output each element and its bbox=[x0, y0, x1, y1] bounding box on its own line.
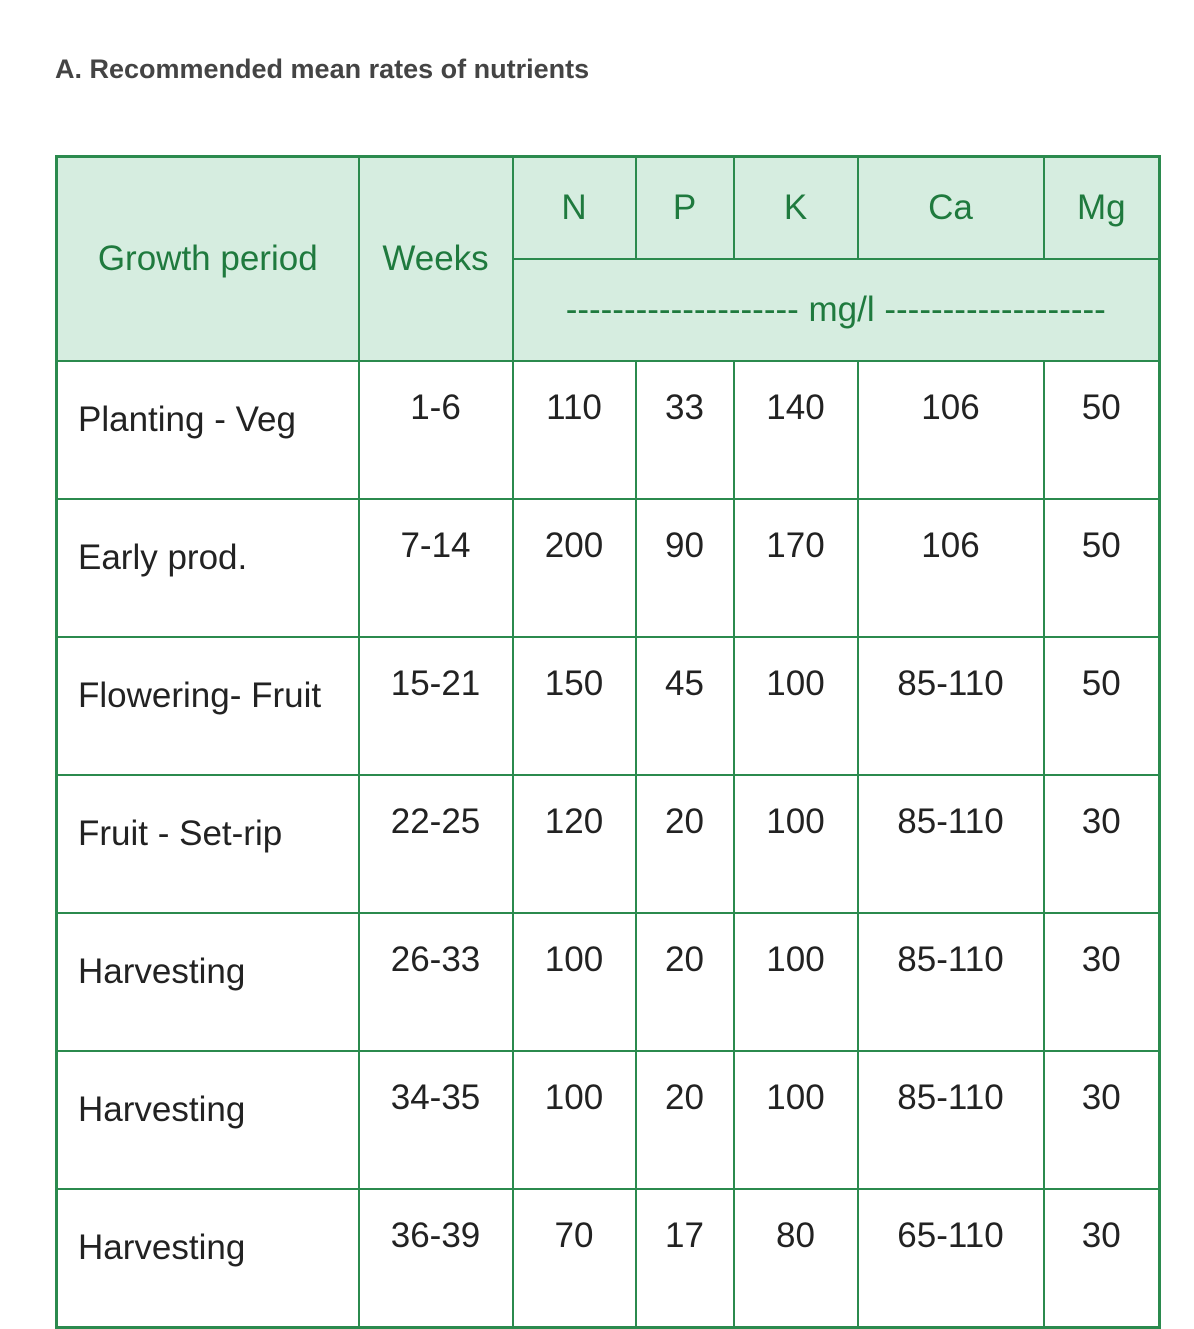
cell-mg: 30 bbox=[1044, 913, 1160, 1051]
cell-weeks: 26-33 bbox=[359, 913, 513, 1051]
cell-ca: 85-110 bbox=[858, 775, 1044, 913]
cell-mg: 50 bbox=[1044, 499, 1160, 637]
header-weeks: Weeks bbox=[359, 157, 513, 362]
cell-weeks: 1-6 bbox=[359, 361, 513, 499]
cell-p: 17 bbox=[636, 1189, 734, 1328]
table-body bbox=[57, 361, 1160, 1328]
page-title: A. Recommended mean rates of nutrients bbox=[55, 54, 590, 84]
cell-p: 45 bbox=[636, 637, 734, 775]
cell-growth-period: Harvesting bbox=[57, 1189, 359, 1328]
cell-k: 100 bbox=[734, 775, 858, 913]
cell-growth-period: Flowering- Fruit bbox=[57, 637, 359, 775]
cell-growth-period: Harvesting bbox=[57, 913, 359, 1051]
cell-mg: 30 bbox=[1044, 1189, 1160, 1328]
header-growth-period: Growth period bbox=[57, 157, 359, 362]
cell-n: 70 bbox=[513, 1189, 636, 1328]
cell-weeks: 15-21 bbox=[359, 637, 513, 775]
header-row bbox=[57, 157, 1160, 260]
cell-growth-period: Fruit - Set-rip bbox=[57, 775, 359, 913]
table-row bbox=[57, 1189, 1160, 1328]
cell-weeks: 36-39 bbox=[359, 1189, 513, 1328]
cell-k: 140 bbox=[734, 361, 858, 499]
cell-p: 20 bbox=[636, 1051, 734, 1189]
cell-k: 100 bbox=[734, 1051, 858, 1189]
cell-growth-period: Harvesting bbox=[57, 1051, 359, 1189]
cell-k: 170 bbox=[734, 499, 858, 637]
table-row bbox=[57, 499, 1160, 637]
cell-p: 90 bbox=[636, 499, 734, 637]
header-k: K bbox=[734, 157, 858, 260]
cell-p: 20 bbox=[636, 913, 734, 1051]
cell-n: 120 bbox=[513, 775, 636, 913]
header-n: N bbox=[513, 157, 636, 260]
cell-ca: 106 bbox=[858, 499, 1044, 637]
table-header bbox=[57, 157, 1160, 362]
cell-ca: 85-110 bbox=[858, 637, 1044, 775]
table-row bbox=[57, 913, 1160, 1051]
cell-mg: 50 bbox=[1044, 361, 1160, 499]
cell-growth-period: Planting - Veg bbox=[57, 361, 359, 499]
cell-k: 100 bbox=[734, 913, 858, 1051]
nutrient-rates-table bbox=[55, 155, 1161, 1329]
cell-mg: 30 bbox=[1044, 1051, 1160, 1189]
cell-ca: 65-110 bbox=[858, 1189, 1044, 1328]
header-ca: Ca bbox=[858, 157, 1044, 260]
cell-growth-period: Early prod. bbox=[57, 499, 359, 637]
cell-k: 80 bbox=[734, 1189, 858, 1328]
table-row bbox=[57, 1051, 1160, 1189]
cell-n: 100 bbox=[513, 1051, 636, 1189]
cell-n: 110 bbox=[513, 361, 636, 499]
table-row bbox=[57, 775, 1160, 913]
cell-weeks: 34-35 bbox=[359, 1051, 513, 1189]
cell-weeks: 22-25 bbox=[359, 775, 513, 913]
cell-n: 150 bbox=[513, 637, 636, 775]
cell-k: 100 bbox=[734, 637, 858, 775]
cell-n: 100 bbox=[513, 913, 636, 1051]
header-mg: Mg bbox=[1044, 157, 1160, 260]
table-row bbox=[57, 637, 1160, 775]
cell-p: 20 bbox=[636, 775, 734, 913]
header-unit: -------------------- mg/l ------------------- bbox=[513, 259, 1160, 361]
table-row bbox=[57, 361, 1160, 499]
cell-weeks: 7-14 bbox=[359, 499, 513, 637]
cell-mg: 50 bbox=[1044, 637, 1160, 775]
cell-mg: 30 bbox=[1044, 775, 1160, 913]
cell-ca: 106 bbox=[858, 361, 1044, 499]
cell-ca: 85-110 bbox=[858, 913, 1044, 1051]
header-p: P bbox=[636, 157, 734, 260]
cell-p: 33 bbox=[636, 361, 734, 499]
cell-n: 200 bbox=[513, 499, 636, 637]
cell-ca: 85-110 bbox=[858, 1051, 1044, 1189]
